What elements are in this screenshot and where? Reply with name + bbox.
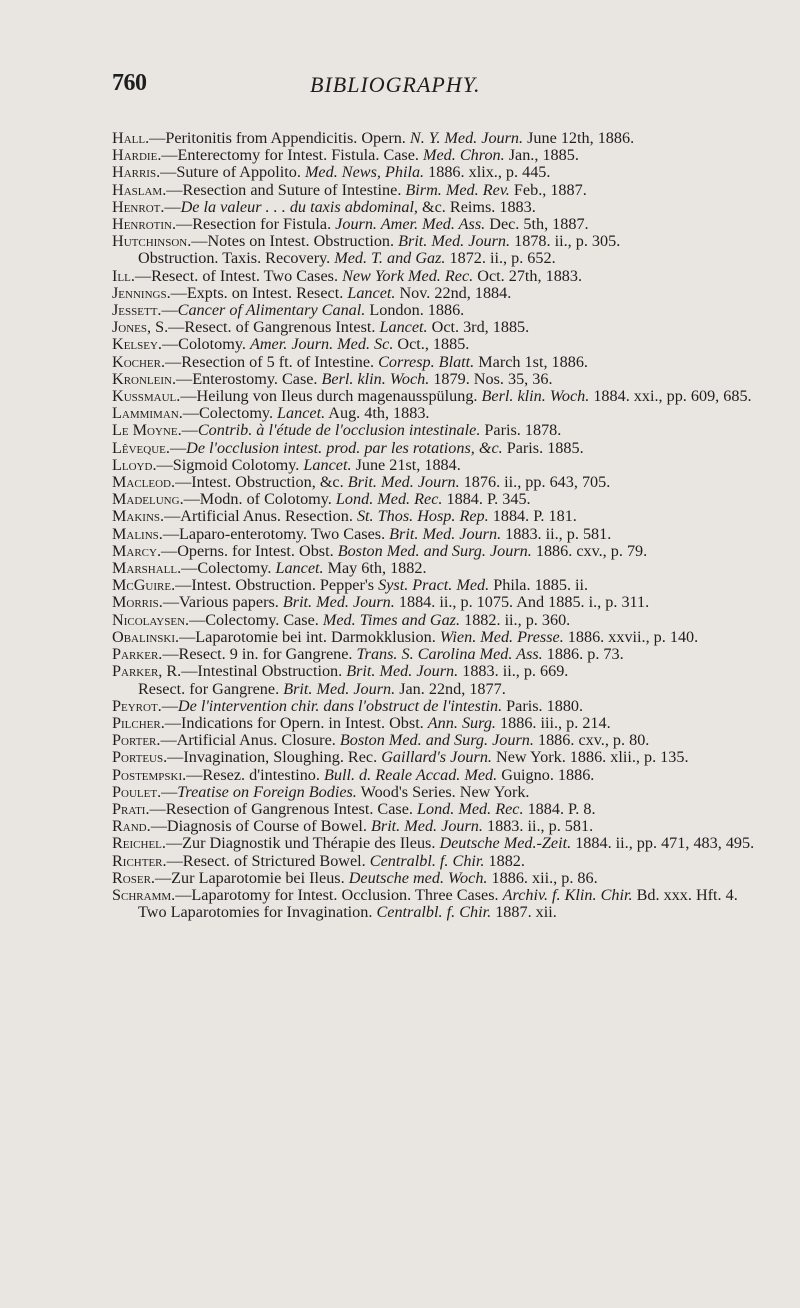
journal-title: Lond. Med. Rec.: [416, 799, 524, 818]
bibliography-entry: [112, 285, 777, 302]
journal-title: Lancet.: [275, 559, 324, 578]
bibliography-entry: [112, 199, 777, 216]
journal-title: Centralbl. f. Chir.: [376, 903, 492, 922]
journal-title: Brit. Med. Journ.: [389, 524, 502, 543]
bibliography-entry: [112, 233, 777, 267]
citation-text: .—Indications for Opern. in Intest. Obst.: [160, 713, 428, 732]
citation-text: Phila. 1885. ii.: [489, 576, 589, 595]
journal-title: Birm. Med. Rev.: [405, 180, 510, 199]
citation-text: Paris. 1878.: [480, 421, 562, 440]
citation-text: .—Invagination, Sloughing. Rec.: [163, 748, 382, 767]
citation-text: 1886. xii., p. 86.: [487, 868, 598, 887]
citation-text: &c. Reims. 1883.: [417, 197, 536, 216]
bibliography-entry: [112, 302, 777, 319]
citation-text: Two Laparotomies for Invagination.: [138, 903, 377, 922]
author-name: Reichel: [112, 834, 162, 853]
journal-title: Archiv. f. Klin. Chir.: [502, 885, 633, 904]
entry-continuation: [138, 904, 777, 921]
bibliography-entry: [112, 164, 777, 181]
author-name: Haslam: [112, 180, 163, 199]
journal-title: Journ. Amer. Med. Ass.: [335, 215, 486, 234]
citation-text: .—Colectomy.: [178, 404, 278, 423]
author-name: Ill: [112, 266, 131, 285]
bibliography-entry: [112, 336, 777, 353]
journal-title: Lancet.: [303, 455, 352, 474]
author-name: Parker: [112, 645, 159, 664]
citation-text: June 12th, 1886.: [523, 129, 635, 147]
citation-text: .—Zur Laparotomie bei Ileus.: [150, 868, 349, 887]
journal-title: Med. Times and Gaz.: [322, 610, 461, 629]
citation-text: March 1st, 1886.: [474, 352, 588, 371]
author-name: Hardie: [112, 146, 158, 165]
bibliography-entry: [112, 749, 777, 766]
bibliography-entry: [112, 767, 777, 784]
citation-text: .—Intest. Obstruction. Pepper's: [171, 576, 379, 595]
author-name: McGuire: [112, 576, 172, 595]
journal-title: Bull. d. Reale Accad. Med.: [323, 765, 498, 784]
author-name: Peyrot: [112, 696, 158, 715]
journal-title: Deutsche Med.-Zeit.: [439, 834, 572, 853]
citation-text: Paris. 1880.: [502, 696, 584, 715]
citation-text: 1886. p. 73.: [542, 645, 624, 664]
citation-text: .—Resect. of Intest. Two Cases.: [130, 266, 343, 285]
journal-title: Trans. S. Carolina Med. Ass.: [356, 645, 543, 664]
journal-title: Brit. Med. Journ.: [346, 662, 459, 681]
author-name: Jones, S.: [112, 318, 169, 337]
author-name: Jessett: [112, 301, 158, 320]
bibliography-entry: [112, 182, 777, 199]
citation-text: 1887. xii.: [491, 903, 557, 922]
citation-text: Dec. 5th, 1887.: [485, 215, 589, 234]
bibliography-entry: [112, 474, 777, 491]
citation-text: .—Heilung von Ileus durch magenausspülung.: [176, 387, 482, 406]
journal-title: Med. News, Phila.: [304, 163, 425, 182]
author-name: Rand: [112, 817, 147, 836]
citation-text: Paris. 1885.: [502, 438, 584, 457]
citation-text: 1886. xxvii., p. 140.: [563, 627, 699, 646]
citation-text: .—Resez. d'intestino.: [182, 765, 324, 784]
journal-title: Wien. Med. Presse.: [439, 627, 564, 646]
citation-text: .—Resect. 9 in. for Gangrene.: [158, 645, 357, 664]
journal-title: Lancet.: [277, 404, 326, 423]
journal-title: Brit. Med. Journ.: [371, 817, 483, 836]
bibliography-entry: [112, 732, 777, 749]
citation-text: .—Sigmoid Colotomy.: [152, 455, 304, 474]
author-name: Henrotin: [112, 215, 172, 234]
citation-text: 1886. iii., p. 214.: [495, 713, 611, 732]
journal-title: Lond. Med. Rec.: [335, 490, 443, 509]
bibliography-entry: [112, 147, 777, 164]
bibliography-entry: [112, 491, 777, 508]
bibliography-entry: [112, 646, 777, 663]
author-name: Poulet: [112, 782, 158, 801]
journal-title: De l'occlusion intest. prod. par les rotations, &c.: [186, 438, 503, 457]
author-name: Makins: [112, 507, 161, 526]
bibliography-entry: [112, 870, 777, 887]
citation-text: Guigno. 1886.: [497, 765, 595, 784]
citation-text: .—Notes on Intest. Obstruction.: [187, 232, 399, 251]
journal-title: New York Med. Rec.: [342, 266, 474, 285]
citation-text: .—Diagnosis of Course of Bowel.: [146, 817, 371, 836]
citation-text: .—Colotomy.: [157, 335, 250, 354]
author-name: Kussmaul: [112, 387, 177, 406]
citation-text: 1884. ii., pp. 471, 483, 495.: [571, 834, 755, 853]
journal-title: Brit. Med. Journ.: [283, 679, 396, 698]
citation-text: .—Resection of 5 ft. of Intestine.: [160, 352, 379, 371]
citation-text: Nov. 22nd, 1884.: [395, 283, 512, 302]
journal-title: Contrib. à l'étude de l'occlusion intestinale.: [197, 421, 481, 440]
citation-text: —Intestinal Obstruction.: [181, 662, 347, 681]
bibliography-entry: [112, 268, 777, 285]
citation-text: Bd. xxx. Hft. 4.: [632, 885, 738, 904]
author-name: Le Moyne: [112, 421, 178, 440]
bibliography-entry: [112, 130, 777, 147]
entry-continuation: [138, 250, 777, 267]
journal-title: Brit. Med. Journ.: [347, 473, 460, 492]
author-name: Jennings: [112, 283, 167, 302]
citation-text: .—Various papers.: [158, 593, 283, 612]
bibliography-entry: [112, 801, 777, 818]
author-name: Postempski: [112, 765, 183, 784]
author-name: Schramm: [112, 885, 172, 904]
author-name: Lloyd: [112, 455, 153, 474]
citation-text: 1878. ii., p. 305.: [510, 232, 621, 251]
citation-text: .—Expts. on Intest. Resect.: [166, 283, 348, 302]
citation-text: 1872. ii., p. 652.: [445, 249, 556, 268]
journal-title: Brit. Med. Journ.: [398, 232, 511, 251]
author-name: Parker, R.: [112, 662, 182, 681]
bibliography-entry: [112, 388, 777, 405]
citation-text: .—Laparotomy for Intest. Occlusion. Three Cases.: [171, 885, 503, 904]
author-name: Porteus: [112, 748, 164, 767]
citation-text: .—: [157, 782, 178, 801]
citation-text: 1886. xlix., p. 445.: [424, 163, 551, 182]
citation-text: June 21st, 1884.: [351, 455, 461, 474]
citation-text: 1879. Nos. 35, 36.: [429, 369, 553, 388]
citation-text: .—: [157, 301, 178, 320]
bibliography-entry: [112, 405, 777, 422]
author-name: Obalinski: [112, 627, 176, 646]
citation-text: .—Enterostomy. Case.: [171, 369, 322, 388]
journal-title: Med. T. and Gaz.: [334, 249, 446, 268]
journal-title: Lancet.: [379, 318, 428, 337]
citation-text: .—Suture of Appolito.: [156, 163, 305, 182]
citation-text: Jan., 1885.: [504, 146, 579, 165]
citation-text: Oct., 1885.: [393, 335, 470, 354]
bibliography-entry: [112, 526, 777, 543]
citation-text: Jan. 22nd, 1877.: [395, 679, 506, 698]
bibliography-entry: [112, 784, 777, 801]
citation-text: .—Laparo-enterotomy. Two Cases.: [158, 524, 390, 543]
bibliography-list: [112, 130, 777, 921]
bibliography-entry: [112, 663, 777, 697]
journal-title: Treatise on Foreign Bodies.: [177, 782, 357, 801]
citation-text: 1876. ii., pp. 643, 705.: [459, 473, 611, 492]
bibliography-entry: [112, 440, 777, 457]
author-name: Kelsey: [112, 335, 158, 354]
bibliography-entry: [112, 715, 777, 732]
citation-text: .—: [160, 197, 181, 216]
journal-title: Amer. Journ. Med. Sc.: [249, 335, 394, 354]
citation-text: Resect. for Gangrene.: [138, 679, 284, 698]
author-name: Lammiman: [112, 404, 179, 423]
journal-title: Corresp. Blatt.: [378, 352, 475, 371]
citation-text: 1886. cxv., p. 79.: [531, 541, 648, 560]
journal-title: Gaillard's Journ.: [381, 748, 492, 767]
citation-text: .—Colectomy.: [177, 559, 276, 578]
citation-text: 1884. P. 181.: [488, 507, 577, 526]
citation-text: .—Intest. Obstruction, &c.: [171, 473, 348, 492]
citation-text: 1883. ii., p. 669.: [458, 662, 569, 681]
bibliography-entry: [112, 698, 777, 715]
author-name: Kronlein: [112, 369, 172, 388]
citation-text: .—Operns. for Intest. Obst.: [156, 541, 338, 560]
author-name: Morris: [112, 593, 159, 612]
author-name: Marshall: [112, 559, 178, 578]
citation-text: Obstruction. Taxis. Recovery.: [138, 249, 335, 268]
bibliography-entry: [112, 422, 777, 439]
author-name: Kocher: [112, 352, 161, 371]
author-name: Henrot: [112, 197, 161, 216]
citation-text: .—: [165, 438, 187, 457]
journal-title: Brit. Med. Journ.: [282, 593, 395, 612]
citation-text: .—Artificial Anus. Resection.: [160, 507, 357, 526]
citation-text: 1884. xxi., pp. 609, 685.: [589, 387, 752, 406]
citation-text: May 6th, 1882.: [323, 559, 427, 578]
bibliography-entry: [112, 594, 777, 611]
author-name: Hutchinson: [112, 232, 188, 251]
author-name: Roser: [112, 868, 151, 887]
journal-title: N. Y. Med. Journ.: [409, 129, 524, 147]
citation-text: 1884. P. 345.: [442, 490, 531, 509]
bibliography-entry: [112, 818, 777, 835]
citation-text: .—Enterectomy for Intest. Fistula. Case.: [157, 146, 423, 165]
bibliography-entry: [112, 577, 777, 594]
journal-title: Boston Med. and Surg. Journ.: [337, 541, 532, 560]
citation-text: Oct. 3rd, 1885.: [427, 318, 530, 337]
journal-title: De la valeur . . . du taxis abdominal,: [180, 197, 418, 216]
bibliography-entry: [112, 853, 777, 870]
citation-text: New York. 1886. xlii., p. 135.: [491, 748, 689, 767]
citation-text: .—Artificial Anus. Closure.: [156, 731, 340, 750]
citation-text: .—: [157, 696, 178, 715]
citation-text: Wood's Series. New York.: [356, 782, 530, 801]
journal-title: Berl. klin. Woch.: [321, 369, 430, 388]
citation-text: 1882. ii., p. 360.: [460, 610, 571, 629]
page-number: 760: [112, 70, 147, 96]
author-name: Nicolaysen: [112, 610, 186, 629]
citation-text: .—Modn. of Colotomy.: [179, 490, 336, 509]
bibliography-entry: [112, 560, 777, 577]
bibliography-entry: [112, 835, 777, 852]
bibliography-entry: [112, 354, 777, 371]
bibliography-entry: [112, 543, 777, 560]
citation-text: 1884. P. 8.: [523, 799, 596, 818]
author-name: Madelung: [112, 490, 180, 509]
citation-text: 1884. ii., p. 1075. And 1885. i., p. 311.: [394, 593, 650, 612]
entry-continuation: [138, 681, 777, 698]
citation-text: Oct. 27th, 1883.: [473, 266, 583, 285]
page-header: [112, 70, 772, 100]
citation-text: .—Resection of Gangrenous Intest. Case.: [145, 799, 417, 818]
citation-text: .—: [177, 421, 198, 440]
journal-title: Syst. Pract. Med.: [378, 576, 490, 595]
author-name: Macleod: [112, 473, 172, 492]
citation-text: 1886. cxv., p. 80.: [533, 731, 650, 750]
author-name: Marcy: [112, 541, 157, 560]
citation-text: Feb., 1887.: [509, 180, 587, 199]
journal-title: Med. Chron.: [423, 146, 505, 165]
citation-text: .—Resection and Suture of Intestine.: [162, 180, 406, 199]
journal-title: St. Thos. Hosp. Rep.: [356, 507, 489, 526]
bibliography-entry: [112, 371, 777, 388]
author-name: Prati: [112, 799, 146, 818]
journal-title: Deutsche med. Woch.: [348, 868, 488, 887]
citation-text: 1882.: [484, 851, 525, 870]
bibliography-entry: [112, 216, 777, 233]
author-name: Lêveque: [112, 438, 166, 457]
bibliography-entry: [112, 319, 777, 336]
author-name: Hall: [112, 129, 146, 147]
bibliography-entry: [112, 508, 777, 525]
citation-text: London. 1886.: [365, 301, 465, 320]
author-name: Porter: [112, 731, 157, 750]
citation-text: .—Colectomy. Case.: [185, 610, 323, 629]
bibliography-entry: [112, 629, 777, 646]
journal-title: Lancet.: [347, 283, 396, 302]
citation-text: .—Resect. of Strictured Bowel.: [162, 851, 370, 870]
bibliography-entry: [112, 457, 777, 474]
citation-text: .—Peritonitis from Appendicitis. Opern.: [145, 129, 410, 147]
journal-title: Berl. klin. Woch.: [481, 387, 590, 406]
author-name: Pilcher: [112, 713, 161, 732]
citation-text: .—Laparotomie bei int. Darmokklusion.: [175, 627, 440, 646]
citation-text: .—Zur Diagnostik und Thérapie des Ileus.: [161, 834, 440, 853]
citation-text: 1883. ii., p. 581.: [482, 817, 594, 836]
running-head: BIBLIOGRAPHY.: [310, 72, 481, 97]
journal-title: De l'intervention chir. dans l'obstruct de l'intestin.: [177, 696, 503, 715]
author-name: Malins: [112, 524, 159, 543]
bibliography-entry: [112, 612, 777, 629]
journal-title: Cancer of Alimentary Canal.: [177, 301, 366, 320]
journal-title: Boston Med. and Surg. Journ.: [339, 731, 534, 750]
citation-text: —Resect. of Gangrenous Intest.: [168, 318, 380, 337]
author-name: Richter: [112, 851, 163, 870]
journal-title: Centralbl. f. Chir.: [369, 851, 485, 870]
journal-title: Ann. Surg.: [427, 713, 496, 732]
citation-text: .—Resection for Fistula.: [171, 215, 336, 234]
bibliography-entry: [112, 887, 777, 921]
citation-text: 1883. ii., p. 581.: [501, 524, 612, 543]
citation-text: Aug. 4th, 1883.: [325, 404, 430, 423]
author-name: Harris: [112, 163, 157, 182]
